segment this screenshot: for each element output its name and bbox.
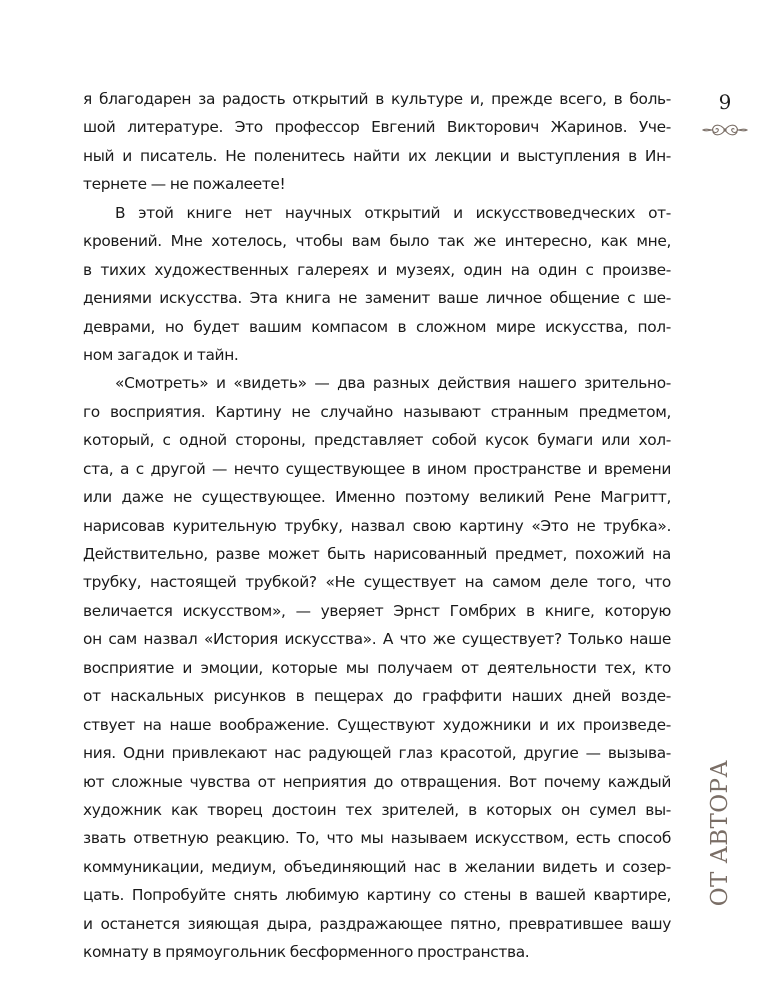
text-line: я благодарен за радость открытий в культуре и, прежде всего, в боль- — [83, 90, 671, 108]
text-line: он сам назвал «История искусства». А что же существует? Только наше — [83, 630, 671, 649]
text-line: цать. Попробуйте снять любимую картину со стены в вашей квартире, — [83, 886, 671, 905]
body-text — [83, 85, 671, 967]
text-line: коммуникации, медиум, объединяющий нас в желании видеть и созер- — [83, 857, 671, 876]
text-line: кровений. Мне хотелось, чтобы вам было так же интересно, как мне, — [83, 232, 671, 251]
text-line: ствует на наше воображение. Существуют художники и их произведе- — [83, 715, 671, 734]
text-line: нарисовав курительную трубку, назвал свою картину «Это не трубка». — [83, 516, 671, 535]
text-line: В этой книге нет научных открытий и искусствоведческих от- — [115, 203, 671, 222]
text-line: ют сложные чувства от неприятия до отвращения. Вот почему каждый — [83, 772, 671, 791]
text-line: восприятие и эмоции, которые мы получаем от деятельности тех, кто — [83, 658, 671, 677]
text-line: «Смотреть» и «видеть» — два разных действия нашего зрительно- — [115, 374, 671, 393]
text-line: в тихих художественных галереях и музеях, один на один с произве- — [83, 260, 671, 279]
text-line: Действительно, разве может быть нарисованный предмет, похожий на — [83, 545, 671, 563]
text-line: го восприятия. Картину не случайно называют странным предметом, — [83, 402, 671, 421]
text-line: деврами, но будет вашим компасом в сложном мире искусства, пол- — [83, 317, 671, 336]
running-head — [700, 759, 740, 907]
page-number: 9 — [718, 90, 732, 114]
text-line: ный и писатель. Не поленитесь найти их лекции и выступления в Ин- — [83, 146, 671, 165]
text-line: звать ответную реакцию. То, что мы называем искусством, есть способ — [83, 829, 671, 848]
text-line: от наскальных рисунков в пещерах до граффити наших дней возде- — [83, 687, 671, 706]
text-line: дениями искусства. Эта книга не заменит ваше личное общение с ше- — [83, 289, 671, 308]
text-line: трубку, настоящей трубкой? «Не существует на самом деле того, что — [83, 573, 671, 592]
text-line: тернете — не пожалеете! — [83, 175, 286, 194]
text-line: и останется зияющая дыра, раздражающее пятно, превратившее вашу — [83, 914, 671, 933]
text-line: величается искусством», — уверяет Эрнст Гомбрих в книге, которую — [83, 601, 671, 620]
text-line: ном загадок и тайн. — [83, 345, 239, 364]
running-head-label: ОТ АВТОРА — [707, 759, 733, 907]
text-line: шой литературе. Это профессор Евгений Викторович Жаринов. Уче- — [83, 118, 671, 137]
text-line: ния. Одни привлекают нас радующей глаз красотой, другие — вызыва- — [83, 744, 671, 763]
text-line: или даже не существующее. Именно поэтому великий Рене Магритт, — [83, 488, 671, 507]
text-line: художник как творец достоин тех зрителей, в которых он сумел вы- — [83, 800, 671, 819]
flourish-ornament-icon — [700, 121, 750, 139]
text-line: ста, а с другой — нечто существующее в ином пространстве и времени — [83, 459, 671, 478]
text-line: комнату в прямоугольник бесформенного пространства. — [83, 943, 530, 962]
text-line: который, с одной стороны, представляет собой кусок бумаги или хол- — [83, 431, 671, 450]
